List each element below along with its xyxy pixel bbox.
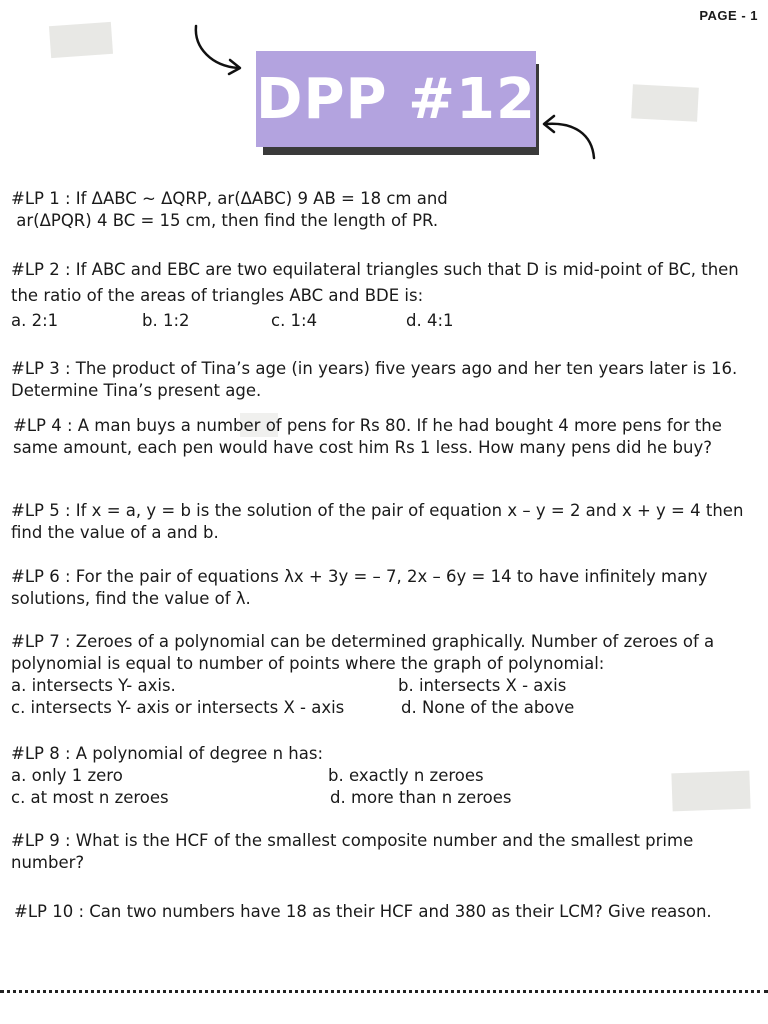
option-b: b. intersects X - axis [398,676,567,695]
page-title: DPP #12 [256,66,536,132]
question-1 [11,188,756,232]
option-c: c. 1:4 [271,311,318,330]
tape-decoration [49,22,113,58]
option-d: d. more than n zeroes [330,788,512,807]
option-d: d. 4:1 [406,311,454,330]
question-8-options [11,765,751,809]
option-c: c. intersects Y- axis or intersects X - axis [11,698,345,717]
title-banner [256,51,536,147]
question-1-line2: ar(ΔPQR) 4 BC = 15 cm, then find the length of PR. [11,211,439,230]
question-9: #LP 9 : What is the HCF of the smallest composite number and the smallest prime number? [11,831,694,872]
question-3: #LP 3 : The product of Tina’s age (in years) five years ago and her ten years later is 16. Determine Tina’s present age. [11,359,738,400]
question-2: #LP 2 : If ABC and EBC are two equilateral triangles such that D is mid-point of BC, then the ratio of the areas of triangles ABC and BDE is: [11,260,739,305]
question-2-options [11,310,751,332]
question-5: #LP 5 : If x = a, y = b is the solution of the pair of equation x – y = 2 and x + y = 4 then find the value of a and b. [11,501,744,542]
page-number: PAGE - 1 [699,8,758,23]
option-a: a. only 1 zero [11,766,123,785]
question-6: #LP 6 : For the pair of equations λx + 3y = – 7, 2x – 6y = 14 to have infinitely many solutions, find the value of λ. [11,567,708,608]
option-d: d. None of the above [401,698,575,717]
dotted-divider [0,990,768,993]
question-8: #LP 8 : A polynomial of degree n has: [11,744,324,763]
curved-arrow-icon [538,112,602,162]
option-b: b. exactly n zeroes [328,766,484,785]
question-7-options [11,675,751,719]
question-7: #LP 7 : Zeroes of a polynomial can be determined graphically. Number of zeroes of a polynomial is equal to number of points where the graph of polynomial: [11,632,715,673]
option-a: a. 2:1 [11,311,59,330]
question-4: #LP 4 : A man buys a number of pens for Rs 80. If he had bought 4 more pens for the same amount, each pen would have cost him Rs 1 less. How many pens did he buy? [13,416,722,457]
question-1-line1: #LP 1 : If ΔABC ~ ΔQRP, ar(ΔABC) 9 AB = 18 cm and [11,189,448,208]
question-10: #LP 10 : Can two numbers have 18 as their HCF and 380 as their LCM? Give reason. [14,902,712,921]
option-b: b. 1:2 [142,311,190,330]
tape-decoration [631,84,699,121]
option-c: c. at most n zeroes [11,788,169,807]
option-a: a. intersects Y- axis. [11,676,176,695]
curved-arrow-icon [188,22,252,78]
